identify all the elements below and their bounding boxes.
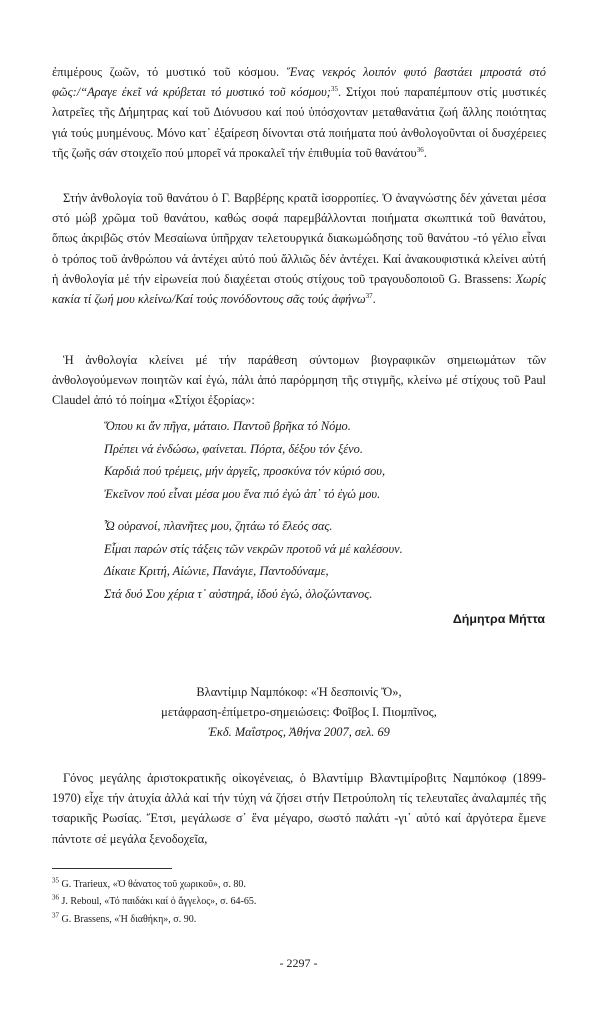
- footnote-text: G. Trarieux, «Ὁ θάνατος τοῦ χωρικοῦ», σ. 80.: [61, 879, 246, 890]
- footnote-35: [52, 876, 546, 893]
- review-header-line-2: μετάφραση-ἐπίμετρο-σημειώσεις: Φοῖβος Ι. Πιομπῖνος,: [161, 705, 437, 720]
- poem-line: Καρδιά πού τρέμεις, μήν ἀργεῖς, προσκύνα τόν κύριό σου,: [104, 464, 386, 479]
- poem-line: Δίκαιε Κριτή, Αἰώνιε, Πανάγιε, Παντοδύναμε,: [104, 564, 329, 579]
- footnote-37: [52, 911, 546, 928]
- footnote-36: [52, 893, 546, 910]
- paragraph-2-text-a: Στήν ἀνθολογία τοῦ θανάτου ὁ Γ. Βαρβέρης κρατᾶ ἰσορροπίες. Ὁ ἀναγνώστης δέν χάνεται μέσα στό μώβ χρῶμα τοῦ θανάτου, καθώς σοφά παρεμβάλλονται ποιήματα σκωπτικά τοῦ θανάτου, ὅπως ἀκριβῶς στόν Μεσαίωνα ὑπῆρχαν τελετουργικά διακωμώδησης τοῦ θανάτου -τό γέλιο εἶναι ὁ τρόπος τοῦ ἀνθρώπου νά ἀντέχει αὐτό πού ἄλλιῶς δέν ἀντέχει. Καί ἀνακουφιστικά κλείνει αὐτή ἡ ἀνθολογία μέ τήν εἰρωνεία πού διαχέεται στούς στίχους τοῦ τραγουδοποιοῦ G. Brassens:: [52, 191, 546, 286]
- paragraph-4: [52, 768, 546, 849]
- poem-line: Εἶμαι παρών στίς τάξεις τῶν νεκρῶν προτοῦ νά μέ καλέσουν.: [104, 541, 403, 556]
- paragraph-3-text: Ἡ ἀνθολογία κλείνει μέ τήν παράθεση σύντομων βιογραφικῶν σημειωμάτων τῶν ἀνθολογούμενων ποιητῶν καί ἐγώ, πάλι ἀπό παρόρμηση τῆς στιγμῆς, κλείνω μέ στίχους τοῦ Paul Claudel ἀπό τό ποίημα «Στίχοι ἐξορίας»:: [52, 353, 546, 408]
- poem-line: Ὅπου κι ἄν πῆγα, μάταιο. Παντοῦ βρῆκα τό Νόμο.: [104, 419, 351, 433]
- footnote-ref-35: 35: [330, 85, 338, 94]
- review-header: [52, 682, 546, 743]
- paragraph-1-text-a: ἐπιμέρους ζωῶν, τό μυστικό τοῦ κόσμου.: [52, 65, 287, 79]
- footnotes: [52, 876, 546, 928]
- poem-stanza-2: [104, 515, 544, 605]
- footnote-text: J. Reboul, «Τό παιδάκι καί ὁ ἄγγελος», σ. 64-65.: [61, 896, 257, 908]
- paragraph-3: [52, 350, 546, 411]
- poem-line: Πρέπει νά ἐνδώσω, φαίνεται. Πόρτα, δέξου τόν ξένο.: [104, 441, 363, 456]
- paragraph-2-text-b: .: [372, 292, 376, 307]
- footnote-number: 36: [52, 894, 59, 903]
- footnote-text: G. Brassens, «Ἡ διαθήκη», σ. 90.: [61, 913, 197, 925]
- paragraph-1-text-c: .: [423, 145, 427, 160]
- poem-line: Ἐκεῖνον πού εἶναι μέσα μου ἕνα πιό ἐγώ ἀπ᾽ τό ἐγώ μου.: [104, 486, 381, 501]
- footnote-number: 35: [52, 876, 59, 885]
- poem-line: Στά δυό Σου χέρια τ᾽ αὐστηρά, ἰδού ἐγώ, ὁλοζώντανος.: [104, 586, 373, 601]
- poem-stanza-1: [104, 415, 544, 505]
- paragraph-2: [52, 188, 546, 309]
- footnote-ref-37: 37: [365, 291, 373, 300]
- paragraph-1-quote: Ἕνας νεκρός λοιπόν φυτό βαστάει μπροστά στό φῶς:/“Αραγε ἐκεῖ νά κρύβεται τό μυστικό τοῦ κόσμου;: [52, 65, 546, 100]
- footnote-divider: [52, 868, 172, 869]
- review-header-line-1: Βλαντίμιρ Ναμπόκοφ: «Ἡ δεσποινίς Ὄ»,: [196, 685, 402, 699]
- paragraph-2-quote: Χωρίς κακία τί ζωή μου κλείνω/Καί τούς πονόδοντους σᾶς τούς ἀφήνω: [52, 271, 546, 307]
- poem-line: Ὦ οὐρανοί, πλανῆτες μου, ζητάω τό ἔλεός σας.: [104, 519, 333, 533]
- footnote-number: 37: [52, 911, 59, 920]
- page-number: - 2297 -: [279, 956, 318, 970]
- review-header-line-3: Ἐκδ. Μαΐστρος, Ἀθήνα 2007, σελ. 69: [208, 725, 390, 740]
- author-signature: Δήμητρα Μήττα: [452, 612, 545, 626]
- paragraph-1: [52, 62, 546, 163]
- paragraph-4-text: Γόνος μεγάλης ἀριστοκρατικῆς οἰκογένειας, ὁ Βλαντίμιρ Βλαντιμίροβιτς Ναμπόκοφ (1899-1970) εἶχε τήν ἀτυχία ἀλλά καί τήν τύχη νά ζήσει στήν Πετρούπολη τίς τελευταῖες ἀναλαμπές τῆς τσαρικῆς Ρωσίας. Ἔτσι, μεγάλωσε σ᾽ ἕνα μέγαρο, σωστό παλάτι -γι᾽ αὐτό καί ἀργότερα ἔμενε πάντοτε σέ μεγάλα ξενοδοχεῖα,: [52, 771, 546, 846]
- footnote-ref-36: 36: [416, 145, 424, 154]
- paragraph-1-text-b: . Στίχοι πού παραπέμπουν στίς μυστικές λατρεῖες τῆς Δήμητρας καί τοῦ Διόνυσου καί πού ὑπόσχονταν μεταθανάτια ζωή ἄλλης ποιότητας γιά τούς μυημένους. Μόνο κατ᾽ ἐξαίρεση δίνονται στά ποιήματα πού ἀνθολογοῦνται οἱ δυσχέρειες τῆς ζωῆς σάν στοιχεῖο πού μπορεῖ νά προκαλεῖ τήν ἐπιθυμία τοῦ θανάτου: [52, 85, 546, 160]
